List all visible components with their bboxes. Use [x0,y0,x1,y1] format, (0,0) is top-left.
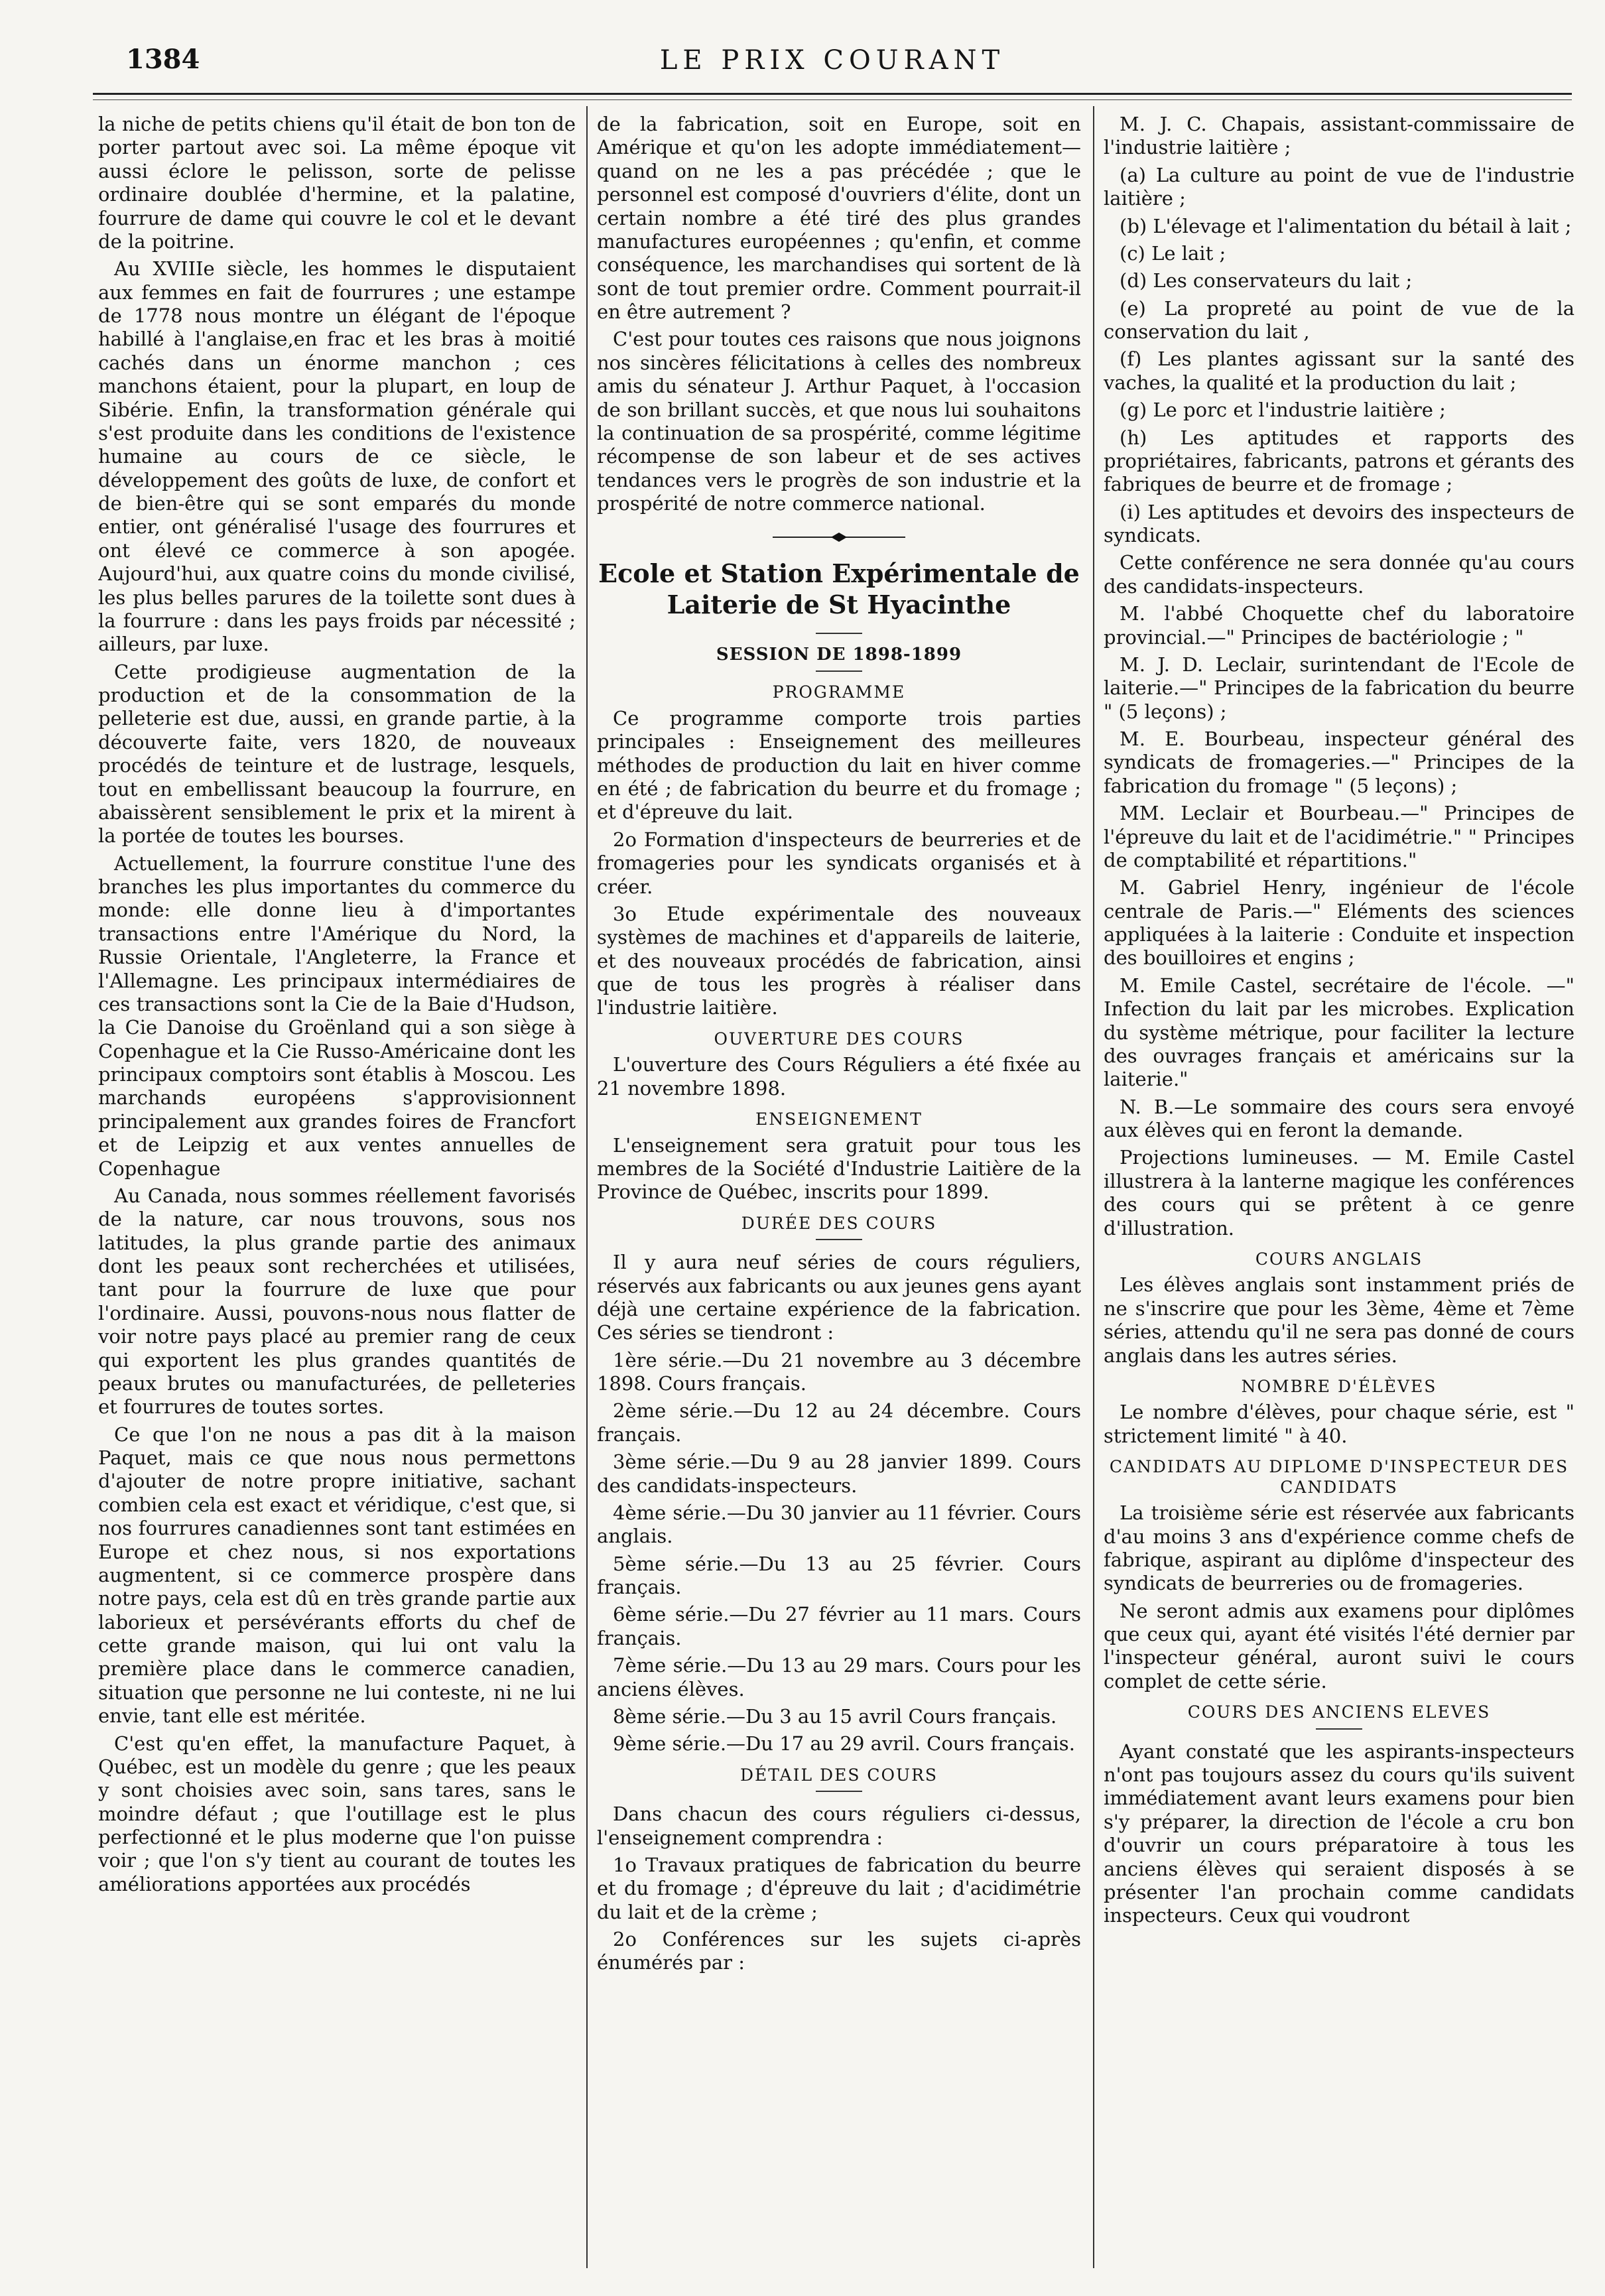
series-item: 7ème série.—Du 13 au 29 mars. Cours pour les anciens élèves. [597,1654,1081,1700]
series-item: 2ème série.—Du 12 au 24 décembre. Cours français. [597,1399,1081,1446]
column-2 [597,113,1081,2262]
subheading-anciens-eleves: COURS DES ANCIENS ELEVES [1187,1702,1491,1722]
paragraph: 2o Conférences sur les sujets ci-après énumérés par : [597,1928,1081,1974]
paragraph: 1o Travaux pratiques de fabrication du beurre et du fromage ; d'épreuve du lait ; d'acidimétrie du lait et de la crème ; [597,1853,1081,1923]
paragraph: L'ouverture des Cours Réguliers a été fixée au 21 novembre 1898. [597,1053,1081,1100]
column-1 [98,113,576,2262]
list-item: (a) La culture au point de vue de l'industrie laitière ; [1104,163,1574,210]
paragraph: de la fabrication, soit en Europe, soit en Amérique et qu'on les adopte immédiatement—quand on ne les a pas précédée ; que le personnel est composé d'ouvriers d'élite, dont un certain nombre a été tiré des plus grandes manufactures européennes ; qu'enfin, et comme conséquence, les marchandises qui sortent de là sont de tout premier ordre. Comment pourrait-il en être autrement ? [597,113,1081,323]
paragraph: Ne seront admis aux examens pour diplômes que ceux qui, ayant été visités l'été dernier par l'inspecteur général, auront suivi le cours complet de cette série. [1104,1599,1574,1692]
series-item: 5ème série.—Du 13 au 25 février. Cours français. [597,1552,1081,1599]
paragraph: Cette conférence ne sera donnée qu'au cours des candidats-inspecteurs. [1104,551,1574,598]
subheading-ouverture: OUVERTURE DES COURS [714,1029,964,1049]
list-item: (h) Les aptitudes et rapports des propriétaires, fabricants, patrons et gérants des fabriques de beurre et de fromage ; [1104,426,1574,496]
page-header [93,44,1572,90]
paragraph: M. J. D. Leclair, surintendant de l'Ecole de laiterie.—" Principes de la fabrication du beurre " (5 leçons) ; [1104,653,1574,723]
paragraph: M. Gabriel Henry, ingénieur de l'école centrale de Paris.—" Eléments des sciences appliquées à la laiterie : Conduite et inspection des bouilloires et engins ; [1104,876,1574,970]
subheading-cours-anglais: COURS ANGLAIS [1255,1249,1423,1269]
short-rule [816,1791,862,1792]
column-3 [1104,113,1574,2262]
list-item: (c) Le lait ; [1120,241,1226,265]
subheading-enseignement: ENSEIGNEMENT [755,1110,923,1129]
subheading-candidats: CANDIDATS AU DIPLOME D'INSPECTEUR DES CANDIDATS [1109,1457,1569,1497]
column-divider [1093,106,1094,2268]
paragraph: Ce que l'on ne nous a pas dit à la maison Paquet, mais ce que nous nous permettons d'ajouter de notre propre initiative, sachant combien cela est exact et véridique, c'est que, si nos fourrures canadiennes sont tant estimées en Europe et chez nous, si nos exportations augmentent, si ce commerce prospère dans notre pays, cela est dû en très grande partie aux laborieux et persévérants efforts du chef de cette grande maison, qui lui ont valu la première place dans le commerce canadien, situation que personne ne lui conteste, ni ne lui envie, tant elle est méritée. [98,1423,576,1728]
paragraph: N. B.—Le sommaire des cours sera envoyé aux élèves qui en feront la demande. [1104,1095,1574,1141]
list-item: (f) Les plantes agissant sur la santé des vaches, la qualité et la production du lait ; [1104,348,1574,394]
series-item: 3ème série.—Du 9 au 28 janvier 1899. Cours des candidats-inspecteurs. [597,1450,1081,1497]
running-title: LE PRIX COURANT [659,45,1005,76]
paragraph: la niche de petits chiens qu'il était de bon ton de porter partout avec soi. La même époque vit aussi éclore le pelisson, sorte de pelisse ordinaire doublée d'hermine, et la palatine, fourrure de dame qui couvre le col et le devant de la poitrine. [98,113,576,253]
paragraph: Il y aura neuf séries de cours réguliers, réservés aux fabricants ou aux jeunes gens ayant déjà une certaine expérience de la fabrication. Ces séries se tiendront : [597,1251,1081,1344]
paragraph: M. J. C. Chapais, assistant-commissaire de l'industrie laitière ; [1104,113,1574,159]
section-title: Ecole et Station Expérimentale de Laiterie de St Hyacinthe [598,558,1080,620]
series-item: 6ème série.—Du 27 février au 11 mars. Cours français. [597,1603,1081,1649]
list-item: (e) La propreté au point de vue de la conservation du lait , [1104,296,1574,343]
paragraph: Les élèves anglais sont instamment priés de ne s'inscrire que pour les 3ème, 4ème et 7ème séries, attendu qu'il ne sera pas donné de cours anglais dans les autres séries. [1104,1273,1574,1367]
paragraph: Le nombre d'élèves, pour chaque série, est " strictement limité " à 40. [1104,1401,1574,1447]
series-item: 1ère série.—Du 21 novembre au 3 décembre 1898. Cours français. [597,1348,1081,1395]
header-rule-thin [93,99,1572,100]
paragraph: MM. Leclair et Bourbeau.—" Principes de l'épreuve du lait et de l'acidimétrie." " Principes de comptabilité et répartitions." [1104,802,1574,871]
short-rule [816,670,862,672]
paragraph: 3o Etude expérimentale des nouveaux systèmes de machines et d'appareils de laiterie, et des nouveaux procédés de fabrication, ainsi que de tous les progrès à réaliser dans l'industrie laitière. [597,902,1081,1019]
paragraph: Actuellement, la fourrure constitue l'une des branches les plus importantes du commerce du monde: elle donne lieu à d'importantes transactions entre l'Amérique du Nord, la Russie Orientale, l'Angleterre, la France et l'Allemagne. Les principaux intermédiaires de ces transactions sont la Cie de la Baie d'Hudson, la Cie Danoise du Groënland qui a son siège à Copenhague et la Cie Russo-Américaine dont les principaux comptoirs sont établis à Moscou. Les marchands européens s'approvisionnent principalement aux grandes foires de Francfort et de Leipzig et aux ventes annuelles de Copenhague [98,852,576,1180]
paragraph: 2o Formation d'inspecteurs de beurreries et de fromageries pour les syndicats organisés et à créer. [597,828,1081,898]
list-item: (i) Les aptitudes et devoirs des inspecteurs de syndicats. [1104,500,1574,546]
page-number: 1384 [126,44,200,75]
paragraph: Au Canada, nous sommes réellement favorisés de la nature, car nous trouvons, sous nos latitudes, la plus grande partie des animaux dont les peaux sont recherchées et utilisées, tant pour la fourrure de luxe que pour l'ordinaire. Aussi, pouvons-nous nous flatter de voir notre pays placé au premier rang de ceux qui exportent les plus grandes quantités de peaux brutes ou manufacturées, de pelleteries et fourrures de toutes sortes. [98,1184,576,1419]
subheading-nombre-eleves: NOMBRE D'ÉLÈVES [1241,1376,1437,1396]
subheading-duree: DURÉE DES COURS [741,1213,937,1233]
header-rule [93,93,1572,95]
paragraph: C'est qu'en effet, la manufacture Paquet, à Québec, est un modèle du genre ; que les peaux y sont choisies avec soin, sans tares, sans le moindre défaut ; que l'outillage est le plus perfectionné et le plus moderne que l'on puisse voir ; que l'on s'y tient au courant de toutes les améliorations apportées aux procédés [98,1732,576,1895]
paragraph: M. Emile Castel, secrétaire de l'école. —" Infection du lait par les microbes. Explication du système métrique, pour faciliter la lecture des ouvrages français et américains sur la laiterie." [1104,974,1574,1091]
short-rule [816,633,862,634]
column-divider [586,106,588,2268]
paragraph: Ayant constaté que les aspirants-inspecteurs n'ont pas toujours assez du cours qu'ils suivent immédiatement avant leurs examens pour bien s'y préparer, la direction de l'école a cru bon d'ouvrir un cours préparatoire à tous les anciens élèves qui seraient disposés à se présenter l'an prochain comme candidats inspecteurs. Ceux qui voudront [1104,1740,1574,1927]
paragraph: M. E. Bourbeau, inspecteur général des syndicats de fromageries.—" Principes de la fabrication du fromage " (5 leçons) ; [1104,728,1574,797]
ornament-divider [597,525,1081,548]
paragraph: Dans chacun des cours réguliers ci-dessus, l'enseignement comprendra : [597,1803,1081,1849]
paragraph: C'est pour toutes ces raisons que nous joignons nos sincères félicitations à celles des nombreux amis du sénateur J. Arthur Paquet, à l'occasion de son brillant succès, et que nous lui souhaitons la continuation de sa prospérité, comme légitime récompense de son labeur et de ses actives tendances vers le progrès de son industrie et la prospérité de notre commerce national. [597,328,1081,515]
paragraph: Cette prodigieuse augmentation de la production et de la consommation de la pelleterie est due, aussi, en grande partie, à la découverte faite, vers 1820, de nouveaux procédés de teinture et de lustrage, lesquels, tout en embellissant beaucoup la fourrure, en abaissèrent sensiblement le prix et la mirent à la portée de toutes les bourses. [98,660,576,848]
subheading-detail: DÉTAIL DES COURS [739,1765,938,1785]
series-item: 9ème série.—Du 17 au 29 avril. Cours français. [613,1732,1075,1755]
paragraph: Projections lumineuses. — M. Emile Castel illustrera à la lanterne magique les conférences des cours qui se prêtent à ce genre d'illustration. [1104,1146,1574,1240]
paragraph: Au XVIIIe siècle, les hommes le disputaient aux femmes en fait de fourrures ; une estampe de 1778 nous montre un élégant de l'époque habillé à l'anglaise,en frac et les bras à moitié cachés dans un énorme manchon ; ces manchons étaient, pour la plupart, en loup de Sibérie. Enfin, la transformation générale qui s'est produite dans les conditions de l'existence humaine au cours de ce siècle, le développement des goûts de luxe, de confort et de bien-être qui se sont emparés du monde entier, ont généralisé l'usage des fourrures et ont élevé ce commerce à son apogée. Aujourd'hui, aux quatre coins du monde civilisé, les plus belles parures de la toilette sont dues à la fourrure : dans les pays froids par nécessité ; ailleurs, par luxe. [98,257,576,656]
paragraph: Ce programme comporte trois parties principales : Enseignement des meilleures méthodes de production du lait en hiver comme en été ; de fabrication du beurre et du fromage ; et d'épreuve du lait. [597,706,1081,824]
series-item: 8ème série.—Du 3 au 15 avril Cours français. [613,1704,1057,1728]
session-heading: SESSION DE 1898-1899 [716,644,962,665]
list-item: (g) Le porc et l'industrie laitière ; [1120,399,1446,422]
series-item: 4ème série.—Du 30 janvier au 11 février. Cours anglais. [597,1501,1081,1548]
short-rule [816,1239,862,1240]
list-item: (d) Les conservateurs du lait ; [1120,269,1413,292]
subheading-programme: PROGRAMME [772,682,906,702]
paragraph: M. l'abbé Choquette chef du laboratoire provincial.—" Principes de bactériologie ; " [1104,602,1574,649]
paragraph: L'enseignement sera gratuit pour tous les membres de la Société d'Industrie Laitière de la Province de Québec, inscrits pour 1899. [597,1133,1081,1204]
paragraph: La troisième série est réservée aux fabricants d'au moins 3 ans d'expérience comme chefs de fabrique, aspirant au diplôme d'inspecteur des syndicats de beurreries ou de fromageries. [1104,1501,1574,1595]
short-rule [1316,1728,1362,1730]
list-item: (b) L'élevage et l'alimentation du bétail à lait ; [1120,214,1572,237]
